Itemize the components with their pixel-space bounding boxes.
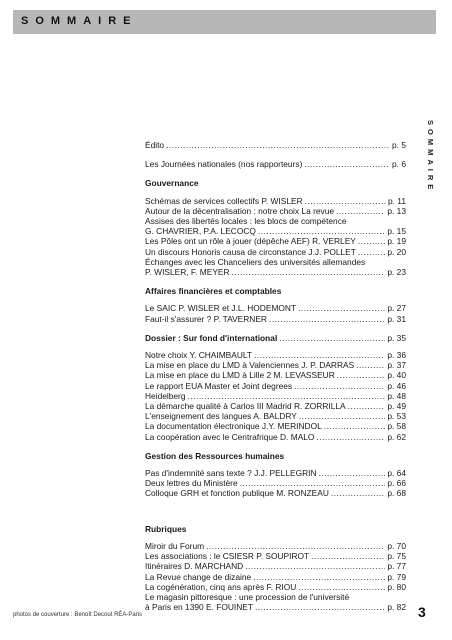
entry-title: L'enseignement des langues A. BALDRY xyxy=(145,411,297,422)
leader-dots xyxy=(324,421,386,431)
leader-dots xyxy=(298,582,385,592)
leader-dots xyxy=(269,314,385,324)
side-label: SOMMAIRE xyxy=(426,120,435,194)
entry-page: p. 6 xyxy=(392,159,406,170)
toc-entry[interactable] xyxy=(145,468,406,478)
entry-title: G. CHAVRIER, P.A. LECOCQ xyxy=(145,226,256,237)
toc-entry[interactable] xyxy=(145,561,406,571)
entry-page: p. 15 xyxy=(387,226,406,237)
entry-page: p. 19 xyxy=(387,236,406,247)
entry-title: Les Pôles ont un rôle à jouer (dépêche AEF) R. VERLEY xyxy=(145,236,356,247)
toc-entry[interactable] xyxy=(145,488,406,498)
entry-page: p. 31 xyxy=(387,313,406,324)
entry-page: p. 77 xyxy=(387,561,406,572)
toc-entry[interactable] xyxy=(145,196,406,206)
toc-entry[interactable] xyxy=(145,267,406,277)
leader-dots xyxy=(348,401,386,411)
entry-page: p. 27 xyxy=(387,303,406,314)
entry-page: p. 62 xyxy=(387,431,406,442)
leader-dots xyxy=(206,541,385,551)
section-heading-rubriques: Rubriques xyxy=(145,523,187,534)
leader-dots xyxy=(294,381,385,391)
toc-entry[interactable] xyxy=(145,303,406,313)
entry-title: Autour de la décentralisation : notre choix La revue xyxy=(145,205,335,216)
entry-title: Un discours Honoris causa de circonstance J.J. POLLET xyxy=(145,246,356,257)
toc-entry[interactable] xyxy=(145,370,406,380)
toc-entry[interactable] xyxy=(145,411,406,421)
entry-page: p. 35 xyxy=(387,332,406,343)
entry-page: p. 82 xyxy=(387,602,406,613)
leader-dots xyxy=(311,551,385,561)
entry-title: La Revue change de dizaine xyxy=(145,571,252,582)
entry-page: p. 75 xyxy=(387,551,406,562)
toc-entry-edito[interactable] xyxy=(145,140,406,150)
leader-dots xyxy=(255,602,385,612)
entry-title: Notre choix Y. CHAIMBAULT xyxy=(145,350,253,361)
entry-page: p. 13 xyxy=(387,205,406,216)
leader-dots xyxy=(356,360,385,370)
toc-entry[interactable] xyxy=(145,572,406,582)
entry-title: P. WISLER, F. MEYER xyxy=(145,267,230,278)
leader-dots xyxy=(258,226,385,236)
entry-page: p. 11 xyxy=(387,195,406,206)
toc-entry[interactable] xyxy=(145,478,406,488)
entry-title: Deux lettres du Ministère xyxy=(145,478,238,489)
leader-dots xyxy=(245,561,385,571)
entry-title: Colloque GRH et fonction publique M. RONZEAU xyxy=(145,488,329,499)
toc-entry[interactable] xyxy=(145,541,406,551)
entry-title: Miroir du Forum xyxy=(145,540,205,551)
entry-title: Édito xyxy=(145,140,165,150)
header-band xyxy=(13,10,436,34)
leader-dots xyxy=(331,488,385,498)
toc-entry[interactable] xyxy=(145,421,406,431)
entry-page: p. 5 xyxy=(392,140,406,150)
table-of-contents xyxy=(145,140,406,612)
toc-entry[interactable] xyxy=(145,314,406,324)
entry-title: Les Journées nationales (nos rapporteurs) xyxy=(145,159,303,170)
entry-page: p. 40 xyxy=(387,370,406,381)
entry-page: p. 37 xyxy=(387,360,406,371)
entry-title: Le rapport EUA Master et Joint degrees xyxy=(145,380,293,391)
entry-title: La documentation électronique J.Y. MERINDOL xyxy=(145,421,322,432)
toc-entry[interactable] xyxy=(145,582,406,592)
toc-entry[interactable] xyxy=(145,432,406,442)
toc-entry[interactable] xyxy=(145,551,406,561)
entry-title: La démarche qualité à Carlos III Madrid R. ZORRILLA xyxy=(145,401,346,412)
section-heading-dossier[interactable] xyxy=(145,333,406,343)
toc-entry[interactable] xyxy=(145,350,406,360)
leader-dots xyxy=(279,333,385,343)
entry-title-line: Assises des libertés locales : les blocs de compétence xyxy=(145,216,347,227)
entry-title: Heidelberg xyxy=(145,390,186,401)
entry-title-line: Échanges avec les Chanceliers des universités allemandes xyxy=(145,256,366,267)
leader-dots xyxy=(253,572,385,582)
entry-title: Dossier : Sur fond d'international xyxy=(145,332,278,343)
entry-page: p. 80 xyxy=(387,581,406,592)
section-heading-affaires: Affaires financières et comptables xyxy=(145,286,282,297)
entry-page: p. 64 xyxy=(387,468,406,479)
section-heading-gouvernance: Gouvernance xyxy=(145,178,199,189)
leader-dots xyxy=(299,411,386,421)
toc-entry[interactable] xyxy=(145,401,406,411)
leader-dots xyxy=(337,370,386,380)
entry-title: Le SAIC P. WISLER et J.L. HODEMONT xyxy=(145,303,297,314)
toc-entry[interactable] xyxy=(145,391,406,401)
entry-title: Faut-il s'assurer ? P. TAVERNER xyxy=(145,313,267,324)
entry-page: p. 66 xyxy=(387,478,406,489)
photo-credit: photos de couverture : Benoît Decout RÉA-Paris xyxy=(13,612,143,618)
entry-title: La coopération avec le Centrafrique D. MALO xyxy=(145,431,315,442)
toc-entry[interactable] xyxy=(145,360,406,370)
entry-page: p. 70 xyxy=(387,540,406,551)
entry-page: p. 53 xyxy=(387,411,406,422)
leader-dots xyxy=(232,267,386,277)
entry-page: p. 68 xyxy=(387,488,406,499)
entry-page: p. 58 xyxy=(387,421,406,432)
entry-title: à Paris en 1390 E. FOUINET xyxy=(145,602,253,613)
section-heading-grh: Gestion des Ressources humaines xyxy=(145,450,285,461)
leader-dots xyxy=(358,247,385,257)
leader-dots xyxy=(240,478,386,488)
toc-entry-journees[interactable] xyxy=(145,159,406,169)
toc-entry[interactable] xyxy=(145,602,406,612)
leader-dots xyxy=(298,303,385,313)
toc-entry[interactable] xyxy=(145,247,406,257)
toc-entry[interactable] xyxy=(145,381,406,391)
leader-dots xyxy=(336,206,385,216)
leader-dots xyxy=(319,468,386,478)
entry-page: p. 49 xyxy=(387,401,406,412)
entry-page: p. 46 xyxy=(387,380,406,391)
leader-dots xyxy=(166,140,390,150)
toc-entry[interactable] xyxy=(145,206,406,216)
entry-title: Les associations : le CSIESR P. SOUPIROT xyxy=(145,551,310,562)
entry-title: La mise en place du LMD à Valenciennes J. P. DARRAS xyxy=(145,360,355,371)
entry-title-line: Le magasin pittoresque : une procession de l'université xyxy=(145,591,350,602)
toc-entry[interactable] xyxy=(145,236,406,246)
entry-page: p. 48 xyxy=(387,390,406,401)
entry-title: La mise en place du LMD à Lille 2 M. LEVASSEUR xyxy=(145,370,335,381)
page-number: 3 xyxy=(418,604,426,620)
entry-title: La cogénération, cinq ans après F. RIOU xyxy=(145,581,297,592)
entry-page: p. 36 xyxy=(387,350,406,361)
entry-page: p. 79 xyxy=(387,571,406,582)
leader-dots xyxy=(316,432,385,442)
leader-dots xyxy=(305,196,386,206)
leader-dots xyxy=(358,236,385,246)
leader-dots xyxy=(304,159,390,169)
entry-title: Pas d'indemnité sans texte ? J.J. PELLEGRIN xyxy=(145,468,317,479)
entry-title: Itinéraires D. MARCHAND xyxy=(145,561,244,572)
entry-page: p. 23 xyxy=(387,267,406,278)
toc-entry[interactable] xyxy=(145,226,406,236)
entry-title: Schémas de services collectifs P. WISLER xyxy=(145,195,303,206)
entry-page: p. 20 xyxy=(387,246,406,257)
header-title: SOMMAIRE xyxy=(21,15,138,27)
leader-dots xyxy=(254,350,385,360)
leader-dots xyxy=(188,391,386,401)
